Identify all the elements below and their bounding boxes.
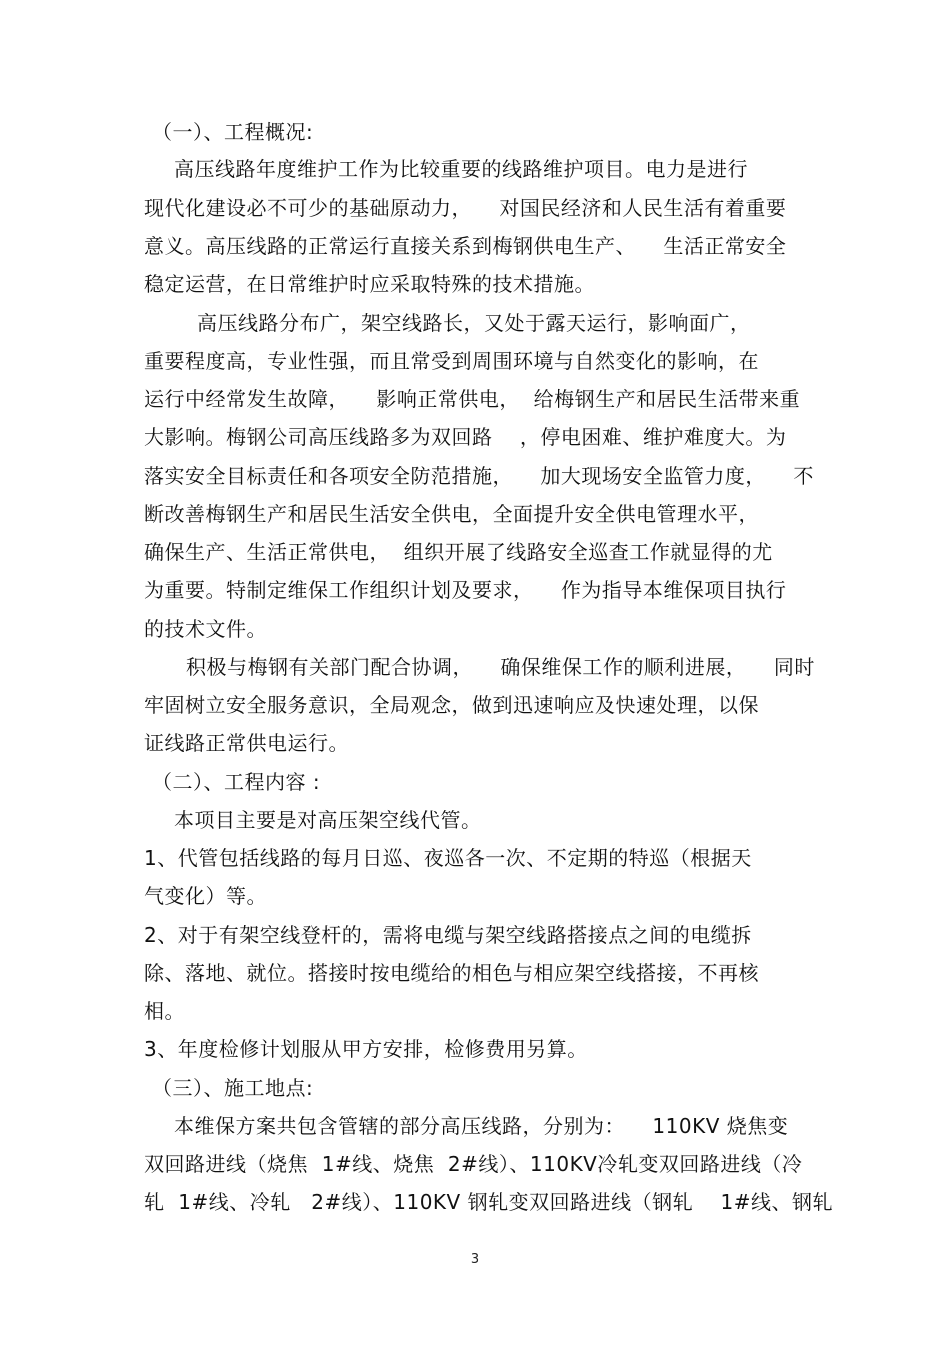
list-item-line: 3、年度检修计划服从甲方安排，检修费用另算。 <box>144 1037 588 1061</box>
paragraph-line: 本维保方案共包含管辖的部分高压线路，分别为： 110KV 烧焦变 <box>174 1114 789 1138</box>
paragraph-line: 运行中经常发生故障， 影响正常供电， 给梅钢生产和居民生活带来重 <box>144 387 801 411</box>
section-heading-location: （三）、施工地点: <box>152 1076 314 1100</box>
paragraph-line: 为重要。特制定维保工作组织计划及要求， 作为指导本维保项目执行 <box>144 578 787 602</box>
paragraph-line: 确保生产、生活正常供电， 组织开展了线路安全巡查工作就显得的尤 <box>144 540 773 564</box>
list-item-line: 除、落地、就位。搭接时按电缆给的相色与相应架空线搭接，不再核 <box>144 961 759 985</box>
list-item-line: 1、代管包括线路的每月日巡、夜巡各一次、不定期的特巡（根据天 <box>144 846 752 870</box>
list-item-line: 相。 <box>144 999 185 1023</box>
paragraph-line: 断改善梅钢生产和居民生活安全供电，全面提升安全供电管理水平， <box>144 502 759 526</box>
paragraph-line: 双回路进线（烧焦 1#线、烧焦 2#线）、110KV冷轧变双回路进线（冷 <box>144 1152 803 1176</box>
list-item-line: 气变化）等。 <box>144 884 267 908</box>
paragraph-line: 大影响。梅钢公司高压线路多为双回路 ，停电困难、维护难度大。为 <box>144 425 787 449</box>
section-heading-overview: （一）、工程概况: <box>152 120 314 144</box>
paragraph-line: 轧 1#线、冷轧 2#线）、110KV 钢轧变双回路进线（钢轧 1#线、钢轧 <box>144 1190 833 1214</box>
page-number: 3 <box>470 1252 480 1267</box>
paragraph-line: 本项目主要是对高压架空线代管。 <box>174 808 482 832</box>
paragraph-line: 重要程度高，专业性强，而且常受到周围环境与自然变化的影响，在 <box>144 349 759 373</box>
paragraph-line: 落实安全目标责任和各项安全防范措施， 加大现场安全监管力度， 不 <box>144 464 814 488</box>
paragraph-line: 的技术文件。 <box>144 617 267 641</box>
paragraph-line: 稳定运营，在日常维护时应采取特殊的技术措施。 <box>144 272 595 296</box>
paragraph-line: 积极与梅钢有关部门配合协调， 确保维保工作的顺利进展， 同时 <box>186 655 815 679</box>
paragraph-line: 高压线路年度维护工作为比较重要的线路维护项目。电力是进行 <box>174 157 748 181</box>
paragraph-line: 意义。高压线路的正常运行直接关系到梅钢供电生产、 生活正常安全 <box>144 234 787 258</box>
paragraph-line: 高压线路分布广，架空线路长，又处于露天运行，影响面广， <box>197 311 751 335</box>
list-item-line: 2、对于有架空线登杆的，需将电缆与架空线路搭接点之间的电缆拆 <box>144 923 752 947</box>
section-heading-content: （二）、工程内容 : <box>152 770 321 794</box>
paragraph-line: 证线路正常供电运行。 <box>144 731 349 755</box>
paragraph-line: 现代化建设必不可少的基础原动力， 对国民经济和人民生活有着重要 <box>144 196 787 220</box>
paragraph-line: 牢固树立安全服务意识，全局观念，做到迅速响应及快速处理，以保 <box>144 693 759 717</box>
